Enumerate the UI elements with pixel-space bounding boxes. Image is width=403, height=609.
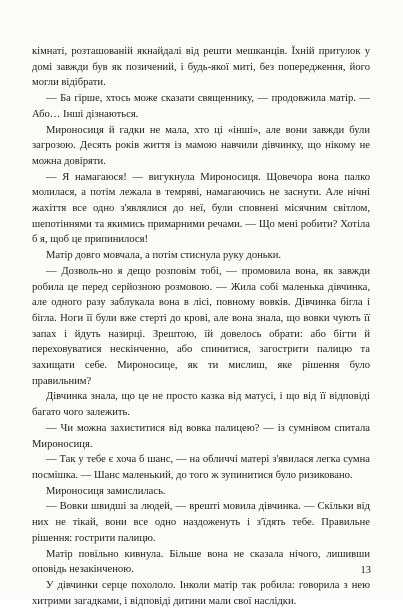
page-number: 13 [360,565,371,576]
paragraph-8: — Чи можна захиститися від вовка палицею? — із сумнівом спитала Мироносиця. [32,422,370,450]
paragraph-11: — Вовки швидші за людей, — врешті мовила дівчинка. — Скільки від них не тікай, вони все одно наздоженуть і з'їдять тебе. Правильне рішення: гострити палицю. [32,501,370,544]
paragraph-12: Матір повільно кивнула. Більше вона не сказала нічого, лишивши оповідь незакінченою. [32,548,370,576]
paragraph-5: Матір довго мовчала, а потім стиснула руку доньки. [46,250,282,262]
paragraph-9: — Так у тебе є хоча б шанс, — на обличчі матері з'явилася легка сумна посмішка. — Шанс маленький, до того ж зупинитися було ризиковано. [32,454,370,481]
paragraph-6: — Дозволь-но я дещо розповім тобі, — промовила вона, як завжди робила це перед серйозною розмовою. — Жила собі маленька дівчинка, але одного разу заблукала вона в лісі, повному вовків. Дівчинка бігла і бігла. Ноги її були вже стерті до крові, але вона знала, що вовки чують її запах і йдуть назирці. Зрештою, їй довелось обрати: або бігти й переховуватися нескінченно, або спинитися, загострити палицю та захищати себе. Мироносице, як ти мислиш, яке рішення було правильним? [32,265,370,387]
paragraph-13: У дівчинки серце похололо. Інколи матір так робила: говорила з нею хитрими загадками, і відповіді дитини мали свої наслідки. [32,579,370,607]
paragraph-4: — Я намагаюся! — вигукнула Мироносиця. Щовечора вона палко молилася, а потім лежала в темряві, намагаючись не заснути. Але нічні жахіття все одно з'являлися до неї, були сповнені місячним світлом, шепотіннями та якимись примарними речами. — Що мені робити? Хотіла б я, щоб це припинилося! [32,171,370,246]
paragraph-2: — Ба гірше, хтось може сказати священнику, — продовжила матір. — Або… Інші дізнаються. [32,93,370,120]
paragraph-10: Мироносиця замислилась. [46,485,166,497]
paragraph-3: Мироносиця й гадки не мала, хто ці «інші», але вони завжди були загрозою. Десять років життя із мамою навчили дівчинку, що нікому не можна довіряти. [32,124,370,167]
paragraph-1: кімнаті, розташованій якнайдалі від решти мешканців. Їхній притулок у домі завжди був як позичений, і будь-якої миті, без попередження, його могли відібрати. [32,46,370,89]
page-body [32,44,370,609]
paragraph-7: Дівчинка знала, що це не просто казка від матусі, і що від її відповіді багато чого залежить. [32,391,370,419]
